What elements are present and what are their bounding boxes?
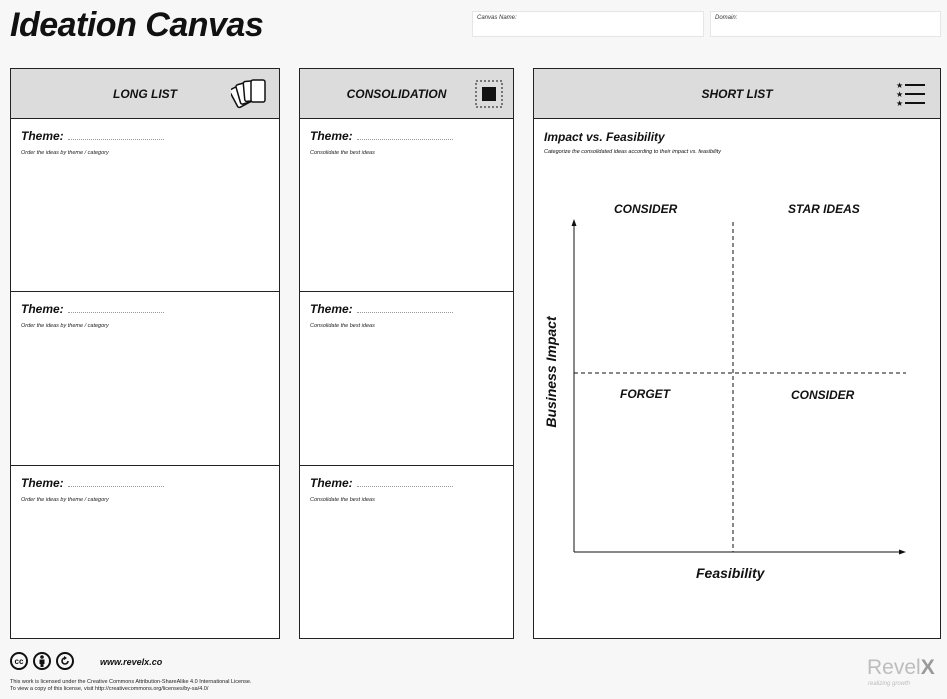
matrix-title: Impact vs. Feasibility — [544, 130, 665, 144]
y-axis-label: Business Impact — [543, 316, 559, 428]
page-title: Ideation Canvas — [10, 6, 264, 44]
cards-icon — [231, 78, 271, 110]
consolidation-panel — [299, 68, 514, 639]
svg-text:★: ★ — [896, 81, 904, 90]
theme-input-line[interactable] — [357, 138, 453, 140]
theme-input-line[interactable] — [68, 485, 164, 487]
theme-input-line[interactable] — [357, 485, 453, 487]
domain-label: Domain: — [715, 15, 738, 21]
canvas-name-field[interactable] — [472, 11, 704, 37]
matrix-hint: Categorize the consolidated ideas according to their impact vs. feasibility — [544, 149, 722, 155]
consolidation-section[interactable] — [300, 466, 513, 638]
logo-x: X — [920, 656, 935, 679]
theme-input-line[interactable] — [68, 138, 164, 140]
consolidation-label: CONSOLIDATION — [346, 87, 447, 101]
quadrant-top-left: CONSIDER — [614, 202, 678, 216]
revelx-logo — [867, 656, 935, 680]
long-list-section[interactable] — [11, 292, 279, 466]
canvas-name-label: Canvas Name: — [477, 15, 517, 21]
license-text — [10, 679, 252, 693]
theme-label: Theme: — [310, 302, 353, 316]
license-line-1: This work is licensed under the Creative Commons Attribution-ShareAlike 4.0 International License. — [10, 679, 252, 685]
section-hint: Order the ideas by theme / category — [21, 497, 109, 503]
logo-tagline: realizing growth — [868, 681, 911, 687]
domain-field[interactable] — [710, 11, 941, 37]
section-hint: Order the ideas by theme / category — [21, 323, 109, 329]
long-list-header — [11, 69, 279, 119]
section-hint: Consolidate the best ideas — [310, 150, 375, 156]
quadrant-top-right: STAR IDEAS — [788, 202, 860, 216]
section-hint: Consolidate the best ideas — [310, 497, 375, 503]
license-icons — [10, 652, 74, 670]
long-list-section[interactable] — [11, 119, 279, 292]
theme-label: Theme: — [310, 129, 353, 143]
theme-label: Theme: — [21, 476, 64, 490]
consolidate-icon — [475, 80, 503, 108]
y-axis-arrow — [572, 219, 577, 226]
license-line-2: To view a copy of this license, visit http://creativecommons.org/licenses/by-sa/4.0/ — [10, 686, 209, 692]
logo-text: Revel — [867, 656, 921, 679]
theme-label: Theme: — [21, 302, 64, 316]
consolidation-section[interactable] — [300, 119, 513, 292]
x-axis-arrow — [899, 550, 906, 555]
impact-feasibility-matrix[interactable] — [534, 69, 940, 638]
long-list-section[interactable] — [11, 466, 279, 638]
long-list-label: LONG LIST — [113, 87, 177, 101]
theme-input-line[interactable] — [357, 311, 453, 313]
theme-label: Theme: — [21, 129, 64, 143]
svg-text:★: ★ — [896, 90, 904, 99]
cc-icon: cc — [10, 652, 28, 670]
theme-label: Theme: — [310, 476, 353, 490]
svg-text:★: ★ — [896, 99, 904, 107]
website-link[interactable]: www.revelx.co — [100, 657, 163, 667]
consolidation-section[interactable] — [300, 292, 513, 466]
long-list-panel — [10, 68, 280, 639]
section-hint: Consolidate the best ideas — [310, 323, 375, 329]
short-list-label: SHORT LIST — [701, 87, 773, 101]
quadrant-bottom-left: FORGET — [620, 387, 670, 401]
by-icon — [33, 652, 51, 670]
short-list-panel — [533, 68, 941, 639]
x-axis-label: Feasibility — [696, 565, 765, 581]
quadrant-bottom-right: CONSIDER — [791, 388, 855, 402]
consolidation-header — [300, 69, 513, 119]
section-hint: Order the ideas by theme / category — [21, 150, 109, 156]
sa-icon — [56, 652, 74, 670]
theme-input-line[interactable] — [68, 311, 164, 313]
